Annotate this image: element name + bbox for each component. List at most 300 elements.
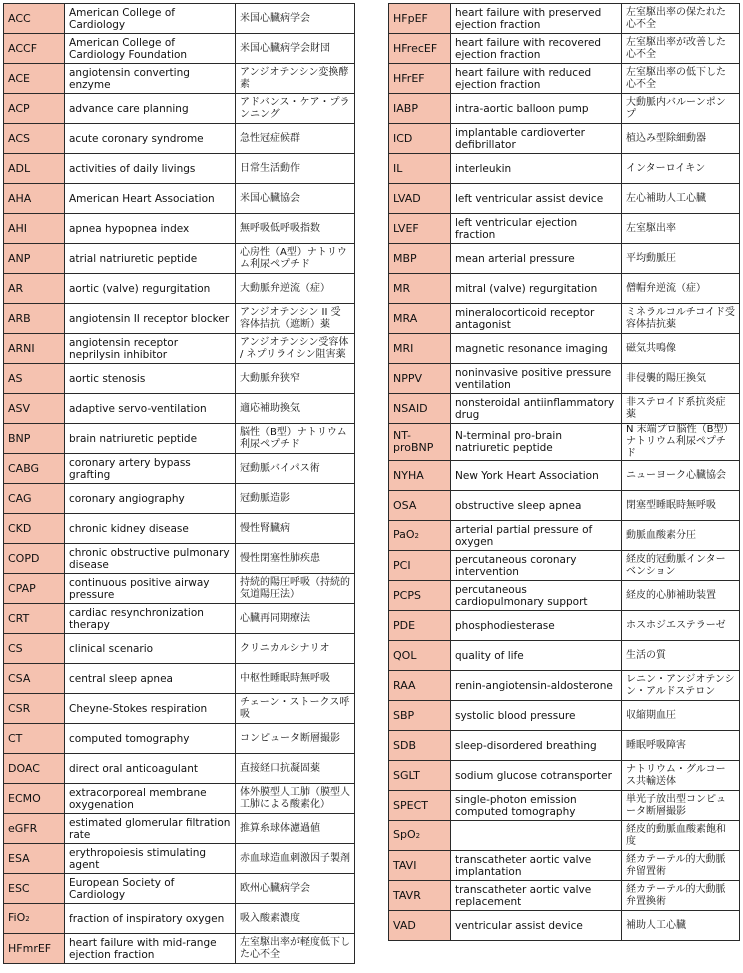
abbreviation-cell: [4, 364, 65, 394]
table-row: [4, 454, 355, 484]
english-term-cell: N-terminal pro-brain natriuretic peptide: [451, 424, 622, 461]
abbreviation-text: AHI: [8, 221, 28, 235]
english-term-cell: noninvasive positive pressure ventilation: [451, 364, 622, 394]
japanese-term-cell: 経皮的冠動脈インターベンション: [622, 551, 740, 581]
english-term-cell: apnea hypopnea index: [65, 214, 236, 244]
abbreviation-cell: [4, 844, 65, 874]
japanese-term-cell: 心臓再同期療法: [236, 604, 355, 634]
table-row: [389, 761, 740, 791]
japanese-term-cell: 赤血球造血刺激因子製剤: [236, 844, 355, 874]
japanese-term-cell: 体外膜型人工肺（膜型人工肺による酸素化）: [236, 784, 355, 814]
japanese-term-cell: 非侵襲的陽圧換気: [622, 364, 740, 394]
abbreviation-cell: [4, 874, 65, 904]
japanese-term-cell: 経カテーテル的大動脈弁留置術: [622, 851, 740, 881]
table-row: [389, 244, 740, 274]
abbreviation-text: NPPV: [393, 371, 423, 385]
abbreviation-subscript: 2: [415, 832, 421, 840]
english-term-cell: quality of life: [451, 641, 622, 671]
table-row: [4, 184, 355, 214]
english-term-cell: chronic kidney disease: [65, 514, 236, 544]
table-row: [389, 791, 740, 821]
abbreviation-cell: [4, 94, 65, 124]
abbreviation-cell: [4, 34, 65, 64]
japanese-term-cell: 大動脈内バルーンポンプ: [622, 94, 740, 124]
abbreviation-text: RAA: [393, 678, 416, 692]
table-row: [389, 34, 740, 64]
abbreviation-table-left: [3, 3, 355, 964]
table-row: [389, 94, 740, 124]
abbreviation-text: SpO: [393, 828, 416, 841]
english-term-cell: computed tomography: [65, 724, 236, 754]
table-row: [389, 4, 740, 34]
japanese-term-cell: インターロイキン: [622, 154, 740, 184]
table-row: [389, 551, 740, 581]
english-term-cell: implantable cardioverter defibrillator: [451, 124, 622, 154]
abbreviation-text: COPD: [8, 551, 40, 565]
japanese-term-cell: 経皮的心肺補助装置: [622, 581, 740, 611]
table-row: [389, 521, 740, 551]
abbreviation-cell: [389, 34, 451, 64]
japanese-term-cell: 推算糸球体濾過値: [236, 814, 355, 844]
abbreviation-cell: [389, 521, 451, 551]
japanese-term-cell: 中枢性睡眠時無呼吸: [236, 664, 355, 694]
japanese-term-cell: 左室駆出率が軽度低下した心不全: [236, 934, 355, 964]
abbreviation-cell: [4, 454, 65, 484]
japanese-term-cell: 睡眠呼吸障害: [622, 731, 740, 761]
abbreviation-text: ACP: [8, 101, 30, 115]
english-term-cell: angiotensin receptor neprilysin inhibitor: [65, 334, 236, 364]
abbreviation-text: ARNI: [8, 341, 35, 355]
abbreviation-cell: [389, 611, 451, 641]
english-term-cell: estimated glomerular filtration rate: [65, 814, 236, 844]
japanese-term-cell: 左室駆出率が改善した心不全: [622, 34, 740, 64]
abbreviation-cell: [389, 124, 451, 154]
abbreviation-cell: [4, 634, 65, 664]
japanese-term-cell: ナトリウム・グルコース共輸送体: [622, 761, 740, 791]
abbreviation-text: TAVR: [393, 888, 421, 902]
japanese-term-cell: 脳性（B型）ナトリウム利尿ペプチド: [236, 424, 355, 454]
abbreviation-cell: [4, 934, 65, 964]
abbreviation-text: ACS: [8, 131, 30, 145]
abbreviation-text: AHA: [8, 191, 32, 205]
japanese-term-cell: 適応補助換気: [236, 394, 355, 424]
english-term-cell: cardiac resynchronization therapy: [65, 604, 236, 634]
table-row: [389, 611, 740, 641]
japanese-term-cell: 左心補助人工心臓: [622, 184, 740, 214]
table-row: [4, 604, 355, 634]
english-term-cell: American Heart Association: [65, 184, 236, 214]
english-term-cell: direct oral anticoagulant: [65, 754, 236, 784]
abbreviation-text: CPAP: [8, 581, 36, 595]
abbreviation-text: MR: [393, 281, 411, 295]
abbreviation-cell: [389, 791, 451, 821]
abbreviation-cell: [389, 911, 451, 941]
abbreviation-subscript: 2: [25, 915, 30, 923]
table-row: [4, 364, 355, 394]
english-term-cell: coronary artery bypass grafting: [65, 454, 236, 484]
english-term-cell: clinical scenario: [65, 634, 236, 664]
abbreviation-text: SBP: [393, 708, 415, 722]
english-term-cell: sodium glucose cotransporter: [451, 761, 622, 791]
abbreviation-cell: [4, 814, 65, 844]
abbreviation-text: ACCF: [8, 41, 38, 55]
abbreviation-text: IL: [393, 161, 403, 175]
abbreviation-text: CSR: [8, 701, 31, 715]
abbreviation-text: ACC: [8, 11, 31, 25]
abbreviation-cell: [4, 244, 65, 274]
table-row: [4, 724, 355, 754]
table-body-left: [4, 4, 355, 964]
abbreviation-text: HFrEF: [393, 71, 425, 85]
english-term-cell: coronary angiography: [65, 484, 236, 514]
english-term-cell: adaptive servo-ventilation: [65, 394, 236, 424]
table-row: [4, 904, 355, 934]
abbreviation-text: LVEF: [393, 221, 419, 235]
english-term-cell: advance care planning: [65, 94, 236, 124]
japanese-term-cell: 僧帽弁逆流（症）: [622, 274, 740, 304]
abbreviation-cell: [4, 694, 65, 724]
table-row: [4, 304, 355, 334]
english-term-cell: percutaneous cardiopulmonary support: [451, 581, 622, 611]
abbreviation-text: CT: [8, 731, 23, 745]
english-term-cell: [451, 821, 622, 851]
abbreviation-cell: [389, 364, 451, 394]
japanese-term-cell: 閉塞型睡眠時無呼吸: [622, 491, 740, 521]
english-term-cell: obstructive sleep apnea: [451, 491, 622, 521]
japanese-term-cell: 無呼吸低呼吸指数: [236, 214, 355, 244]
table-row: [389, 394, 740, 424]
abbreviation-cell: [389, 821, 451, 851]
abbreviation-cell: [4, 64, 65, 94]
table-row: [4, 214, 355, 244]
japanese-term-cell: 補助人工心臓: [622, 911, 740, 941]
abbreviation-cell: [389, 184, 451, 214]
table-row: [389, 821, 740, 851]
japanese-term-cell: 単光子放出型コンピュータ断層撮影: [622, 791, 740, 821]
abbreviation-text: MRA: [393, 311, 418, 325]
japanese-term-cell: 米国心臓病学会財団: [236, 34, 355, 64]
abbreviation-cell: [389, 214, 451, 244]
english-term-cell: brain natriuretic peptide: [65, 424, 236, 454]
english-term-cell: extracorporeal membrane oxygenation: [65, 784, 236, 814]
abbreviation-text: ACE: [8, 71, 30, 85]
table-row: [389, 334, 740, 364]
table-row: [4, 244, 355, 274]
abbreviation-text: VAD: [393, 918, 416, 932]
abbreviation-cell: [4, 394, 65, 424]
table-row: [389, 214, 740, 244]
abbreviation-cell: [389, 881, 451, 911]
english-term-cell: magnetic resonance imaging: [451, 334, 622, 364]
table-row: [389, 641, 740, 671]
japanese-term-cell: アンジオテンシン受容体 / ネプリライシン阻害薬: [236, 334, 355, 364]
abbreviation-text: ADL: [8, 161, 31, 175]
english-term-cell: left ventricular ejection fraction: [451, 214, 622, 244]
abbreviation-text: CKD: [8, 521, 32, 535]
japanese-term-cell: ニューヨーク心臓協会: [622, 461, 740, 491]
abbreviation-text: SPECT: [393, 798, 428, 812]
abbreviation-cell: [4, 514, 65, 544]
japanese-term-cell: 大動脈弁逆流（症）: [236, 274, 355, 304]
english-term-cell: mean arterial pressure: [451, 244, 622, 274]
table-row: [389, 274, 740, 304]
english-term-cell: fraction of inspiratory oxygen: [65, 904, 236, 934]
japanese-term-cell: アドバンス・ケア・プランニング: [236, 94, 355, 124]
abbreviation-text: PaO: [393, 528, 415, 541]
abbreviation-cell: [4, 754, 65, 784]
abbreviation-text: ICD: [393, 131, 413, 145]
table-row: [4, 634, 355, 664]
english-term-cell: transcatheter aortic valve implantation: [451, 851, 622, 881]
japanese-term-cell: 経カテーテル的大動脈弁置換術: [622, 881, 740, 911]
english-term-cell: heart failure with reduced ejection fraction: [451, 64, 622, 94]
abbreviation-cell: [389, 4, 451, 34]
abbreviation-cell: [389, 154, 451, 184]
japanese-term-cell: 慢性腎臓病: [236, 514, 355, 544]
abbreviation-cell: [4, 904, 65, 934]
japanese-term-cell: 左室駆出率: [622, 214, 740, 244]
english-term-cell: continuous positive airway pressure: [65, 574, 236, 604]
english-term-cell: central sleep apnea: [65, 664, 236, 694]
japanese-term-cell: レニン・アンジオテンシン・アルドステロン: [622, 671, 740, 701]
abbreviation-cell: [4, 544, 65, 574]
english-term-cell: arterial partial pressure of oxygen: [451, 521, 622, 551]
abbreviation-text: PCPS: [393, 588, 421, 602]
english-term-cell: nonsteroidal antiinflammatory drug: [451, 394, 622, 424]
abbreviation-cell: [389, 551, 451, 581]
table-row: [389, 154, 740, 184]
english-term-cell: renin-angiotensin-aldosterone: [451, 671, 622, 701]
abbreviation-text: NT-proBNP: [393, 429, 434, 454]
table-row: [389, 304, 740, 334]
table-row: [4, 424, 355, 454]
table-row: [389, 124, 740, 154]
japanese-term-cell: 慢性閉塞性肺疾患: [236, 544, 355, 574]
japanese-term-cell: N 末端プロ脳性（B型）ナトリウム利尿ペプチド: [622, 424, 740, 461]
abbreviation-cell: [389, 394, 451, 424]
table-row: [4, 334, 355, 364]
english-term-cell: heart failure with recovered ejection fraction: [451, 34, 622, 64]
japanese-term-cell: 左室駆出率の低下した心不全: [622, 64, 740, 94]
abbreviation-cell: [389, 461, 451, 491]
japanese-term-cell: 米国心臓病学会: [236, 4, 355, 34]
abbreviation-text: CAG: [8, 491, 32, 505]
abbreviation-text: HFpEF: [393, 11, 428, 25]
abbreviation-cell: [389, 64, 451, 94]
abbreviation-text: AS: [8, 371, 23, 385]
japanese-term-cell: 冠動脈造影: [236, 484, 355, 514]
japanese-term-cell: 平均動脈圧: [622, 244, 740, 274]
english-term-cell: mitral (valve) regurgitation: [451, 274, 622, 304]
abbreviation-cell: [4, 4, 65, 34]
japanese-term-cell: 吸入酸素濃度: [236, 904, 355, 934]
english-term-cell: acute coronary syndrome: [65, 124, 236, 154]
abbreviation-text: NYHA: [393, 468, 424, 482]
abbreviation-cell: [4, 274, 65, 304]
table-row: [389, 184, 740, 214]
japanese-term-cell: 直接経口抗凝固薬: [236, 754, 355, 784]
abbreviation-text: SGLT: [393, 768, 420, 782]
abbreviation-cell: [389, 701, 451, 731]
english-term-cell: New York Heart Association: [451, 461, 622, 491]
english-term-cell: erythropoiesis stimulating agent: [65, 844, 236, 874]
english-term-cell: American College of Cardiology: [65, 4, 236, 34]
abbreviation-text: PCI: [393, 558, 411, 572]
table-row: [389, 424, 740, 461]
abbreviation-text: ARB: [8, 311, 31, 325]
abbreviation-cell: [4, 304, 65, 334]
abbreviation-text: NSAID: [393, 401, 428, 415]
abbreviation-cell: [4, 484, 65, 514]
abbreviation-cell: [389, 94, 451, 124]
abbreviation-text: HFrecEF: [393, 41, 438, 55]
table-row: [4, 94, 355, 124]
table-row: [389, 491, 740, 521]
japanese-term-cell: クリニカルシナリオ: [236, 634, 355, 664]
japanese-term-cell: 冠動脈バイパス術: [236, 454, 355, 484]
japanese-term-cell: チェーン・ストークス呼吸: [236, 694, 355, 724]
abbreviation-cell: [4, 604, 65, 634]
table-row: [4, 844, 355, 874]
english-term-cell: left ventricular assist device: [451, 184, 622, 214]
table-row: [4, 64, 355, 94]
english-term-cell: European Society of Cardiology: [65, 874, 236, 904]
abbreviation-table-right: [388, 3, 740, 941]
abbreviation-cell: [389, 334, 451, 364]
english-term-cell: intra-aortic balloon pump: [451, 94, 622, 124]
japanese-term-cell: ホスホジエステラーゼ: [622, 611, 740, 641]
table-row: [389, 581, 740, 611]
japanese-term-cell: アンジオテンシン変換酵素: [236, 64, 355, 94]
english-term-cell: chronic obstructive pulmonary disease: [65, 544, 236, 574]
table-row: [389, 461, 740, 491]
abbreviation-cell: [4, 334, 65, 364]
table-row: [389, 851, 740, 881]
english-term-cell: angiotensin converting enzyme: [65, 64, 236, 94]
japanese-term-cell: 急性冠症候群: [236, 124, 355, 154]
abbreviation-cell: [389, 761, 451, 791]
japanese-term-cell: 植込み型除細動器: [622, 124, 740, 154]
japanese-term-cell: ミネラルコルチコイド受容体拮抗薬: [622, 304, 740, 334]
english-term-cell: interleukin: [451, 154, 622, 184]
english-term-cell: transcatheter aortic valve replacement: [451, 881, 622, 911]
table-row: [4, 754, 355, 784]
abbreviation-cell: [389, 274, 451, 304]
abbreviation-text: ECMO: [8, 791, 41, 805]
abbreviation-cell: [389, 424, 451, 461]
japanese-term-cell: コンピュータ断層撮影: [236, 724, 355, 754]
table-row: [4, 694, 355, 724]
table-row: [4, 34, 355, 64]
japanese-term-cell: 持続的陽圧呼吸（持続的気道陽圧法）: [236, 574, 355, 604]
abbreviation-cell: [389, 491, 451, 521]
english-term-cell: ventricular assist device: [451, 911, 622, 941]
japanese-term-cell: アンジオテンシン II 受容体拮抗（遮断）薬: [236, 304, 355, 334]
table-row: [389, 881, 740, 911]
abbreviation-cell: [389, 244, 451, 274]
japanese-term-cell: 左室駆出率の保たれた心不全: [622, 4, 740, 34]
english-term-cell: American College of Cardiology Foundation: [65, 34, 236, 64]
abbreviation-text: PDE: [393, 618, 416, 632]
table-row: [389, 731, 740, 761]
table-row: [4, 784, 355, 814]
abbreviation-text: eGFR: [8, 821, 38, 835]
abbreviation-text: QOL: [393, 648, 417, 662]
table-row: [4, 664, 355, 694]
table-row: [389, 671, 740, 701]
english-term-cell: single-photon emission computed tomography: [451, 791, 622, 821]
abbreviation-text: LVAD: [393, 191, 421, 205]
english-term-cell: aortic (valve) regurgitation: [65, 274, 236, 304]
abbreviation-subscript: 2: [414, 532, 420, 540]
abbreviation-text: IABP: [393, 101, 418, 115]
english-term-cell: activities of daily livings: [65, 154, 236, 184]
table-row: [4, 154, 355, 184]
abbreviation-text: SDB: [393, 738, 416, 752]
abbreviation-text: ASV: [8, 401, 31, 415]
table-row: [389, 701, 740, 731]
abbreviation-cell: [389, 581, 451, 611]
table-row: [4, 574, 355, 604]
japanese-term-cell: 動脈血酸素分圧: [622, 521, 740, 551]
abbreviation-text: ESC: [8, 881, 30, 895]
abbreviation-cell: [4, 154, 65, 184]
abbreviation-text: ANP: [8, 251, 31, 265]
abbreviation-cell: [389, 304, 451, 334]
japanese-term-cell: 欧州心臓病学会: [236, 874, 355, 904]
table-row: [389, 911, 740, 941]
english-term-cell: phosphodiesterase: [451, 611, 622, 641]
abbreviation-cell: [4, 124, 65, 154]
english-term-cell: sleep-disordered breathing: [451, 731, 622, 761]
english-term-cell: aortic stenosis: [65, 364, 236, 394]
abbreviation-cell: [4, 664, 65, 694]
abbreviation-text: ESA: [8, 851, 30, 865]
table-row: [4, 394, 355, 424]
abbreviation-text: DOAC: [8, 761, 40, 775]
abbreviation-cell: [389, 671, 451, 701]
japanese-term-cell: 心房性（A型）ナトリウム利尿ペプチド: [236, 244, 355, 274]
japanese-term-cell: 米国心臓協会: [236, 184, 355, 214]
abbreviation-text: MRI: [393, 341, 414, 355]
japanese-term-cell: 大動脈弁狭窄: [236, 364, 355, 394]
japanese-term-cell: 非ステロイド系抗炎症薬: [622, 394, 740, 424]
english-term-cell: atrial natriuretic peptide: [65, 244, 236, 274]
abbreviation-cell: [389, 851, 451, 881]
english-term-cell: angiotensin II receptor blocker: [65, 304, 236, 334]
japanese-term-cell: 収縮期血圧: [622, 701, 740, 731]
english-term-cell: systolic blood pressure: [451, 701, 622, 731]
japanese-term-cell: 生活の質: [622, 641, 740, 671]
table-row: [389, 64, 740, 94]
abbreviation-text: CABG: [8, 461, 40, 475]
english-term-cell: mineralocorticoid receptor antagonist: [451, 304, 622, 334]
abbreviation-text: OSA: [393, 498, 417, 512]
abbreviation-text: BNP: [8, 431, 31, 445]
abbreviation-cell: [4, 574, 65, 604]
abbreviation-text: CS: [8, 641, 23, 655]
abbreviation-text: HFmrEF: [8, 941, 52, 955]
japanese-term-cell: 日常生活動作: [236, 154, 355, 184]
japanese-term-cell: 磁気共鳴像: [622, 334, 740, 364]
japanese-term-cell: 経皮的動脈血酸素飽和度: [622, 821, 740, 851]
abbreviation-cell: [389, 641, 451, 671]
abbreviation-text: AR: [8, 281, 24, 295]
abbreviation-cell: [4, 424, 65, 454]
english-term-cell: percutaneous coronary intervention: [451, 551, 622, 581]
table-row: [4, 484, 355, 514]
table-row: [4, 874, 355, 904]
